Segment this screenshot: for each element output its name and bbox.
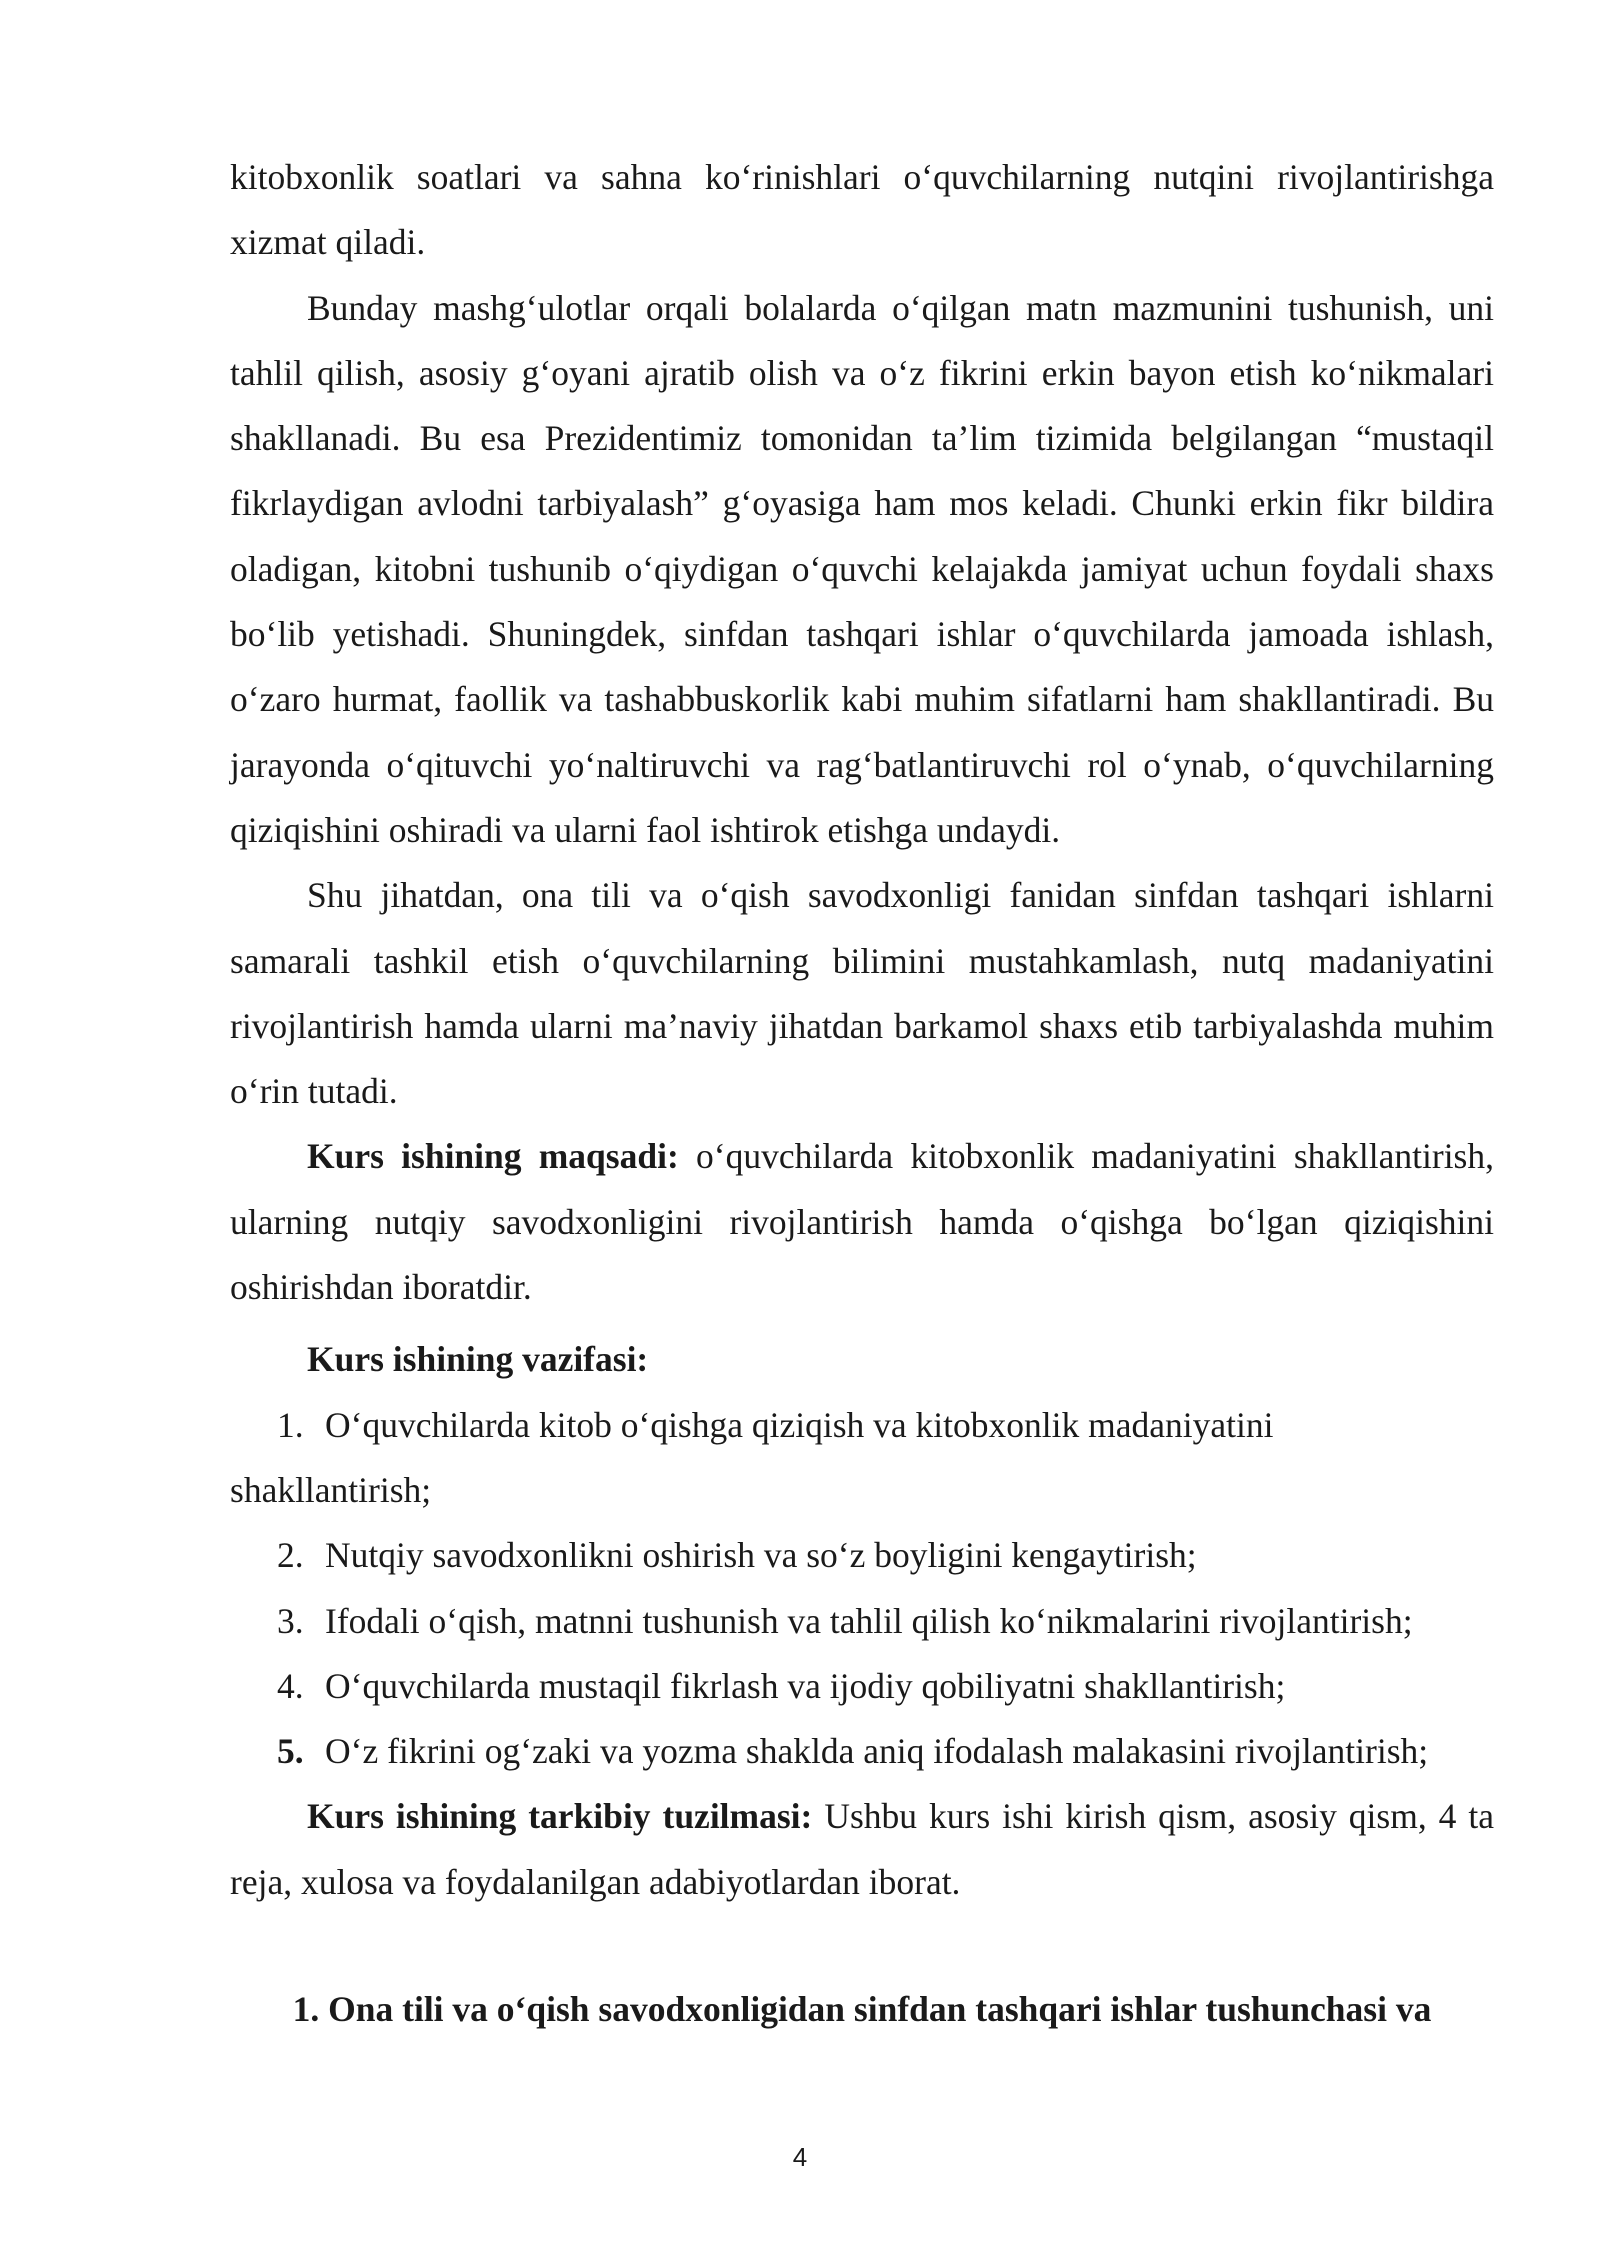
paragraph-course-structure: [230, 1784, 1494, 1915]
paragraph-intro-continuation: kitobxonlik soatlari va sahna ko‘rinishlari o‘quvchilarning nutqini rivojlantirishga xizmat qiladi.: [230, 157, 1494, 263]
document-page: [230, 145, 1494, 2042]
list-item-number: 4.: [277, 1665, 304, 1706]
list-item: [230, 1654, 1494, 1719]
list-item: [230, 1589, 1494, 1654]
list-item: [230, 1719, 1494, 1784]
paragraph-course-goal: [230, 1124, 1494, 1320]
paragraph-importance: Shu jihatdan, ona tili va o‘qish savodxonligi fanidan sinfdan tashqari ishlarni samarali tashkil etish o‘quvchilarning bilimini mustahkamlash, nutq madaniyatini rivojlantirish hamda ularni ma’naviy jihatdan barkamol shaxs etib tarbiyalashda muhim o‘rin tutadi.: [230, 875, 1494, 1112]
course-goal-text: o‘quvchilarda kitobxonlik madaniyatini shakllantirish, ularning nutqiy savodxonligini rivojlantirish hamda o‘qishga bo‘lgan qiziqishini oshirishdan iboratdir.: [230, 1136, 1494, 1308]
course-goal-label: Kurs ishining maqsadi:: [307, 1136, 679, 1177]
paragraph-activities: Bunday mashg‘ulotlar orqali bolalarda o‘qilgan matn mazmunini tushunish, uni tahlil qilish, asosiy g‘oyani ajratib olish va o‘z fikrini erkin bayon etish ko‘nikmalari shakllanadi. Bu esa Prezidentimiz tomonidan ta’lim tizimida belgilangan “mustaqil fikrlaydigan avlodni tarbiyalash” g‘oyasiga ham mos keladi. Chunki erkin fikr bildira oladigan, kitobni tushunib o‘qiydigan o‘quvchi kelajakda jamiyat uchun foydali shaxs bo‘lib yetishadi. Shuningdek, sinfdan tashqari ishlar o‘quvchilarda jamoada ishlash, o‘zaro hurmat, faollik va tashabbuskorlik kabi muhim sifatlarni ham shakllantiradi. Bu jarayonda o‘qituvchi yo‘naltiruvchi va rag‘batlantiruvchi rol o‘ynab, o‘quvchilarning qiziqishini oshiradi va ularni faol ishtirok etishga undaydi.: [230, 287, 1494, 850]
list-item: [230, 1393, 1494, 1524]
section-heading: 1. Ona tili va o‘qish savodxonligidan sinfdan tashqari ishlar tushunchasi va: [292, 1989, 1432, 2030]
list-item-text: O‘z fikrini og‘zaki va yozma shaklda aniq ifodalash malakasini rivojlantirish;: [325, 1731, 1429, 1772]
list-item-text: Nutqiy savodxonlikni oshirish va so‘z boyligini kengaytirish;: [325, 1535, 1197, 1576]
tasks-heading: Kurs ishining vazifasi:: [307, 1339, 649, 1380]
course-structure-text: Ushbu kurs ishi kirish qism, asosiy qism, 4 ta reja, xulosa va foydalanilgan adabiyotlardan iborat.: [230, 1796, 1494, 1902]
list-item-text: O‘quvchilarda kitob o‘qishga qiziqish va kitobxonlik madaniyatini: [325, 1404, 1274, 1445]
page-number: 4: [792, 2142, 808, 2172]
list-item-text-continuation: shakllantirish;: [230, 1469, 432, 1510]
list-item-number: 3.: [277, 1600, 304, 1641]
list-item-text: Ifodali o‘qish, matnni tushunish va tahlil qilish ko‘nikmalarini rivojlantirish;: [325, 1600, 1413, 1641]
course-structure-label: Kurs ishining tarkibiy tuzilmasi:: [307, 1796, 813, 1837]
list-item-number: 2.: [277, 1535, 304, 1576]
tasks-list: [230, 1393, 1494, 1785]
list-item-number: 5.: [277, 1731, 304, 1772]
list-item-number: 1.: [277, 1404, 304, 1445]
list-item-text: O‘quvchilarda mustaqil fikrlash va ijodiy qobiliyatni shakllantirish;: [325, 1665, 1286, 1706]
list-item: [230, 1523, 1494, 1588]
